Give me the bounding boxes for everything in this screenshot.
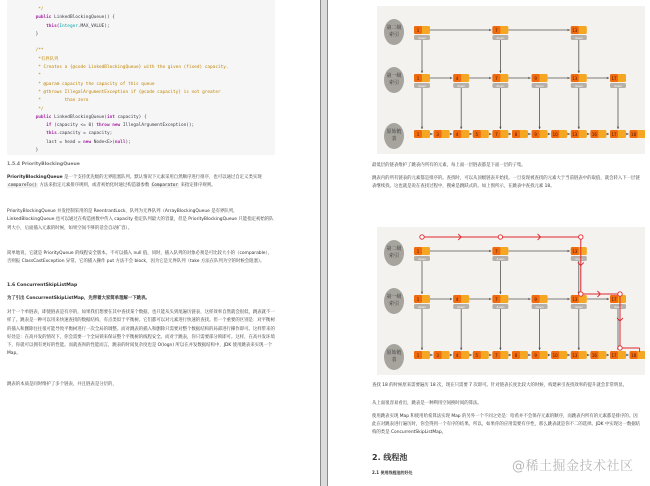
skiplist-node (492, 130, 508, 138)
arrowhead (568, 298, 570, 300)
skiplist-diagram-svg (377, 6, 645, 154)
down-label: down (496, 305, 505, 309)
arrowhead (450, 354, 452, 356)
code-line (25, 39, 275, 47)
down-label: down (417, 84, 427, 88)
node-value: 1 (416, 297, 420, 302)
node-value: 5 (475, 353, 479, 358)
code-line: * than zero (25, 98, 89, 104)
arrowhead (421, 127, 423, 129)
arrowhead (460, 127, 462, 129)
skiplist-diagram (377, 6, 645, 154)
section-title-2: 2. 线程池 (372, 453, 408, 462)
arrowhead (450, 298, 452, 300)
arrowhead (578, 71, 580, 73)
level-label: 索引 (388, 80, 400, 86)
arrowhead (607, 77, 609, 79)
node-value: 7 (495, 28, 498, 33)
paragraph-search-count: 查找 18 的时候原来需要遍历 18 次，现在只需要 7 次即可。针对链表长度比较大的时候，构建索引查找效率的提升就会非常明显。 (372, 383, 628, 388)
code-line: *有界队列 (25, 56, 59, 62)
down-label: down (613, 84, 623, 88)
paragraph-skiplist-intro: 为了引出 ConcurrentSkipListMap，先带着大家简单理解一下跳表。 (7, 296, 150, 301)
paragraph-priority-summary: 简单地说，它就是 PriorityQueue 的线程安全版本。不可以插入 null 值，同时，插入队列的对象必须是可比较大小的（comparable），否则报 ClassCastException 异常。它的插入操作 put 方法不会 block，因为它是无界队列（take 方法在队列为空的时候会阻塞）。 (7, 251, 273, 265)
node-value: 13 (572, 28, 578, 33)
section-title-1-6: 1.6 ConcurrentSkipListMap (7, 283, 78, 288)
arrowhead (626, 133, 628, 135)
arrowhead (587, 354, 589, 356)
search-path-waypoint (579, 292, 583, 296)
arrowhead (489, 29, 491, 31)
node-value: 17 (611, 353, 617, 358)
arrowhead (528, 133, 530, 135)
node-value: 7 (495, 76, 498, 81)
skiplist-search-diagram (377, 227, 645, 375)
node-value: 13 (572, 353, 578, 358)
node-value: 3 (436, 353, 439, 358)
down-label: down (417, 305, 427, 309)
paragraph-priority-intro (7, 174, 275, 191)
skiplist-node (571, 130, 587, 138)
skiplist-node (571, 74, 587, 88)
watermark: @稀土掘金技术社区 (512, 459, 634, 474)
code-line: last = head = new Node<E>(null); (25, 139, 131, 145)
term-priorityblockingqueue: PriorityBlockingQueue (7, 175, 63, 180)
node-value: 7 (495, 132, 498, 137)
down-label: down (574, 257, 583, 261)
arrowhead (568, 354, 570, 356)
arrowhead (499, 292, 501, 294)
code-line: * Creates a {@code LinkedBlockingQueue} with the given (fixed) capacity. (25, 65, 229, 71)
node-value: 1 (416, 76, 420, 81)
arrowhead (548, 354, 550, 356)
node-value: 8 (514, 132, 518, 137)
paragraph-bottom-layer: 最低层的链表维护了跳表内所有的元素，每上面一层链表都是下面一层的子集。 (372, 163, 526, 168)
skiplist-node (453, 130, 469, 138)
node-value: 1 (416, 249, 420, 254)
node-value: 3 (436, 132, 439, 137)
skiplist-node (453, 351, 469, 359)
skiplist-node (571, 295, 587, 309)
skiplist-node (571, 351, 587, 359)
level-label: 第一级 (386, 73, 402, 79)
arrowhead (450, 77, 452, 79)
node-value: 17 (611, 132, 617, 137)
text: 方法来指定元素排序规则，或者初始化时通过构造器参数 (38, 183, 151, 189)
paragraph-priority-lock: PriorityBlockingQueue 并发控制采用的是 ReentrantLock，队列为无界队列（ArrayBlockingQueue 是有界队列，LinkedBlockingQueue 也可以通过在构造函数中传入 capacity 指定队列最大的容量，但是 PriorityBlockingQueue 只能指定初始的队列大小，后面插入元素的时候，如果空间不够的话会自动扩容）。 (7, 209, 274, 231)
node-value: 1 (416, 132, 420, 137)
text: 来指定排序规则。 (179, 183, 216, 189)
arrowhead (499, 127, 501, 129)
search-path-waypoint (618, 292, 622, 296)
node-value: 16 (591, 353, 597, 358)
arrowhead (528, 77, 530, 79)
skiplist-node (610, 130, 626, 138)
down-label: down (417, 257, 427, 261)
paragraph-map-compare: 使用跳表实现 Map 和使用哈希算法实现 Map 的另外一个不同之处是：哈希并不会保存元素的顺序，而跳表内所有的元素都是排序的。因此在对跳表进行遍历时，你会得到一个有序的结果。所以，如果你的应用需要有序性，那么跳表就是你不二的选择。JDK 中实现这一数据结构的类是 ConcurrentSkipListMap。 (372, 414, 641, 436)
skiplist-node (492, 247, 508, 261)
arrowhead (538, 127, 540, 129)
page-divider (320, 0, 328, 486)
skiplist-search-diagram-svg (377, 227, 645, 375)
down-label: down (457, 305, 466, 309)
arrowhead (578, 348, 580, 350)
code-block (7, 0, 275, 155)
search-path (422, 237, 640, 348)
node-value: 4 (455, 132, 459, 137)
code-line: /** (25, 48, 44, 54)
arrowhead (421, 348, 423, 350)
skiplist-node (630, 351, 645, 359)
node-value: 18 (631, 132, 637, 137)
code-line: public LinkedBlockingQueue() { (25, 15, 115, 21)
code-line: } (25, 148, 39, 154)
arrowhead (489, 354, 491, 356)
code-line: this(Integer.MAX_VALUE); (25, 23, 110, 29)
node-value: 1 (416, 353, 420, 358)
arrowhead (626, 354, 628, 356)
node-value: 13 (572, 249, 578, 254)
skiplist-node (532, 295, 548, 309)
search-path-waypoint (618, 346, 622, 350)
skiplist-node (414, 26, 430, 40)
skiplist-node (492, 295, 508, 309)
arrowhead (499, 348, 501, 350)
code-line: */ (25, 106, 44, 112)
down-label: down (535, 84, 544, 88)
node-value: 16 (591, 132, 597, 137)
arrowhead (528, 354, 530, 356)
arrowhead (568, 29, 570, 31)
arrowhead (607, 133, 609, 135)
inline-code-compareto: compareTo() (8, 183, 38, 189)
paragraph-skiplist-essence: 跳表的本质是同时维护了多个链表，并且链表是分层的， (7, 382, 117, 387)
arrowhead (489, 77, 491, 79)
code-line: * (25, 73, 41, 79)
skiplist-node (434, 130, 450, 138)
skiplist-node (551, 130, 567, 138)
search-path-waypoint (420, 235, 424, 239)
node-value: 17 (611, 76, 617, 81)
down-label: down (496, 84, 505, 88)
down-label: down (613, 305, 623, 309)
skiplist-node (610, 74, 626, 88)
node-value: 4 (455, 76, 459, 81)
arrowhead (617, 127, 619, 129)
code-line: * @param capacity the capacity of this queue (25, 81, 155, 87)
node-value: 13 (572, 297, 578, 302)
skiplist-node (414, 351, 430, 359)
arrowhead (509, 133, 511, 135)
skiplist-node (414, 247, 430, 261)
skiplist-node (610, 351, 626, 359)
level-label: 索引 (388, 253, 400, 259)
node-value: 7 (495, 297, 498, 302)
down-label: down (417, 36, 427, 40)
down-label: down (457, 84, 466, 88)
skiplist-node (532, 74, 548, 88)
arrowhead (470, 133, 472, 135)
code-line: * @throws IllegalArgumentException if {@code capacity} is not greater (25, 89, 221, 95)
skiplist-node (571, 26, 587, 40)
skiplist-node (492, 74, 508, 88)
paragraph-space-time: 从上面很容易看出，跳表是一种利用空间换时间的算法。 (372, 401, 482, 406)
arrowhead (607, 354, 609, 356)
arrowhead (548, 133, 550, 135)
arrowhead (489, 133, 491, 135)
node-value: 18 (631, 353, 637, 358)
paragraph-skiplist-explain: 对于一个单链表，即使链表是有序的，如果我们想要在其中查找某个数据，也只能从头到尾遍历链表，这样效率自然就会很低，跳表就不一样了。跳表是一种可以用来快速查找的数据结构，有点类似于平衡树。它们都可以对元素进行快速的查找。但一个重要的区别是：对平衡树的插入和删除往往很可能导致平衡树进行一次全局的调整。而对跳表的插入和删除只需要对整个数据结构的局部进行操作即可。这样带来的好处是：在高并发的情况下，你会需要一个全局锁来保证整个平衡树的线程安全。而对于跳表，你只需要部分锁即可。这样，在高并发环境下，你就可以拥有更好的性能。而就查询的性能而言，跳表的时间复杂度也是 O(logn) 所以在并发数据结构中，JDK 使用跳表来实现一个 Map。 (7, 310, 275, 357)
level-label: 第一级 (386, 294, 402, 300)
down-label: down (574, 305, 583, 309)
node-value: 13 (572, 132, 578, 137)
skiplist-node (571, 247, 587, 261)
inline-code-comparator: Comparator (151, 183, 179, 189)
arrowhead (499, 71, 501, 73)
node-value: 9 (534, 132, 537, 137)
arrowhead (568, 250, 570, 252)
section-title-2-1: 2.1 使用线程池的好处 (372, 470, 413, 475)
arrowhead (489, 298, 491, 300)
arrowhead (528, 298, 530, 300)
skiplist-node (630, 130, 645, 138)
level-label: 第二级 (386, 25, 402, 31)
arrowhead (470, 354, 472, 356)
level-label: 索引 (388, 32, 400, 38)
arrowhead (430, 354, 432, 356)
arrowhead (421, 292, 423, 294)
skiplist-node (453, 295, 469, 309)
skiplist-node (590, 130, 606, 138)
skiplist-node (590, 351, 606, 359)
node-value: 10 (552, 132, 558, 137)
arrowhead (568, 77, 570, 79)
arrowhead (607, 298, 609, 300)
node-value: 13 (572, 76, 578, 81)
arrowhead (538, 348, 540, 350)
skiplist-node (610, 295, 626, 309)
code-line: public LinkedBlockingQueue(int capacity) { (25, 114, 147, 120)
node-value: 4 (455, 297, 459, 302)
node-value: 9 (534, 76, 537, 81)
down-label: down (496, 36, 505, 40)
node-value: 4 (455, 353, 459, 358)
skiplist-node (492, 26, 508, 40)
level-label: 索引 (388, 301, 400, 307)
code-line: } (25, 31, 39, 37)
skiplist-node (532, 351, 548, 359)
down-label: down (535, 305, 544, 309)
code-line: if (capacity <= 0) throw new IllegalArgumentException(); (25, 123, 195, 129)
code-line: this.capacity = capacity; (25, 131, 113, 137)
level-label: 第二级 (386, 246, 402, 252)
arrowhead (568, 133, 570, 135)
node-value: 8 (514, 353, 518, 358)
arrowhead (578, 127, 580, 129)
arrowhead (489, 250, 491, 252)
level-label: 原始链 (386, 350, 402, 356)
node-value: 7 (495, 353, 498, 358)
code-line: */ (25, 7, 44, 12)
level-label: 表 (391, 136, 397, 142)
text: 是一个支持优先级的无界阻塞队列。默认情况下元素采用自然顺序进行排序，也可以通过自定义类实现 (62, 175, 262, 180)
node-value: 9 (534, 297, 537, 302)
node-value: 17 (611, 297, 617, 302)
search-path-waypoint (498, 235, 502, 239)
level-label: 原始链 (386, 129, 402, 135)
level-label: 表 (391, 357, 397, 363)
arrowhead (509, 354, 511, 356)
down-label: down (574, 36, 583, 40)
skiplist-node (551, 351, 567, 359)
arrowhead (430, 133, 432, 135)
skiplist-node (434, 351, 450, 359)
skiplist-node (414, 130, 430, 138)
skiplist-node (414, 74, 430, 88)
arrowhead (421, 71, 423, 73)
arrowhead (460, 348, 462, 350)
node-value: 10 (552, 353, 558, 358)
left-page (0, 0, 320, 486)
paragraph-search-explain: 跳表内的所有链表的元素都是排序的。查找时，可以从顶级链表开始找。一旦发现被查找的元素大于当前链表中的取值，就会转入下一层链表继续找。这也就是说在查找过程中，搜索是跳跃式的。如上图所示，在跳表中查找元素 18。 (372, 176, 640, 190)
down-label: down (496, 257, 505, 261)
node-value: 9 (534, 353, 537, 358)
skiplist-node (492, 351, 508, 359)
skiplist-node (414, 295, 430, 309)
skiplist-node (453, 74, 469, 88)
node-value: 1 (416, 28, 420, 33)
section-title-1-5-4: 1.5.4 PriorityBlockingQueue (7, 162, 80, 167)
search-path-waypoint (579, 235, 583, 239)
skiplist-node (512, 351, 528, 359)
node-value: 5 (475, 132, 479, 137)
skiplist-node (473, 130, 489, 138)
right-page (328, 0, 650, 486)
skiplist-node (532, 130, 548, 138)
skiplist-node (473, 351, 489, 359)
node-value: 7 (495, 249, 498, 254)
down-label: down (574, 84, 583, 88)
arrowhead (587, 133, 589, 135)
arrowhead (450, 133, 452, 135)
skiplist-node (512, 130, 528, 138)
